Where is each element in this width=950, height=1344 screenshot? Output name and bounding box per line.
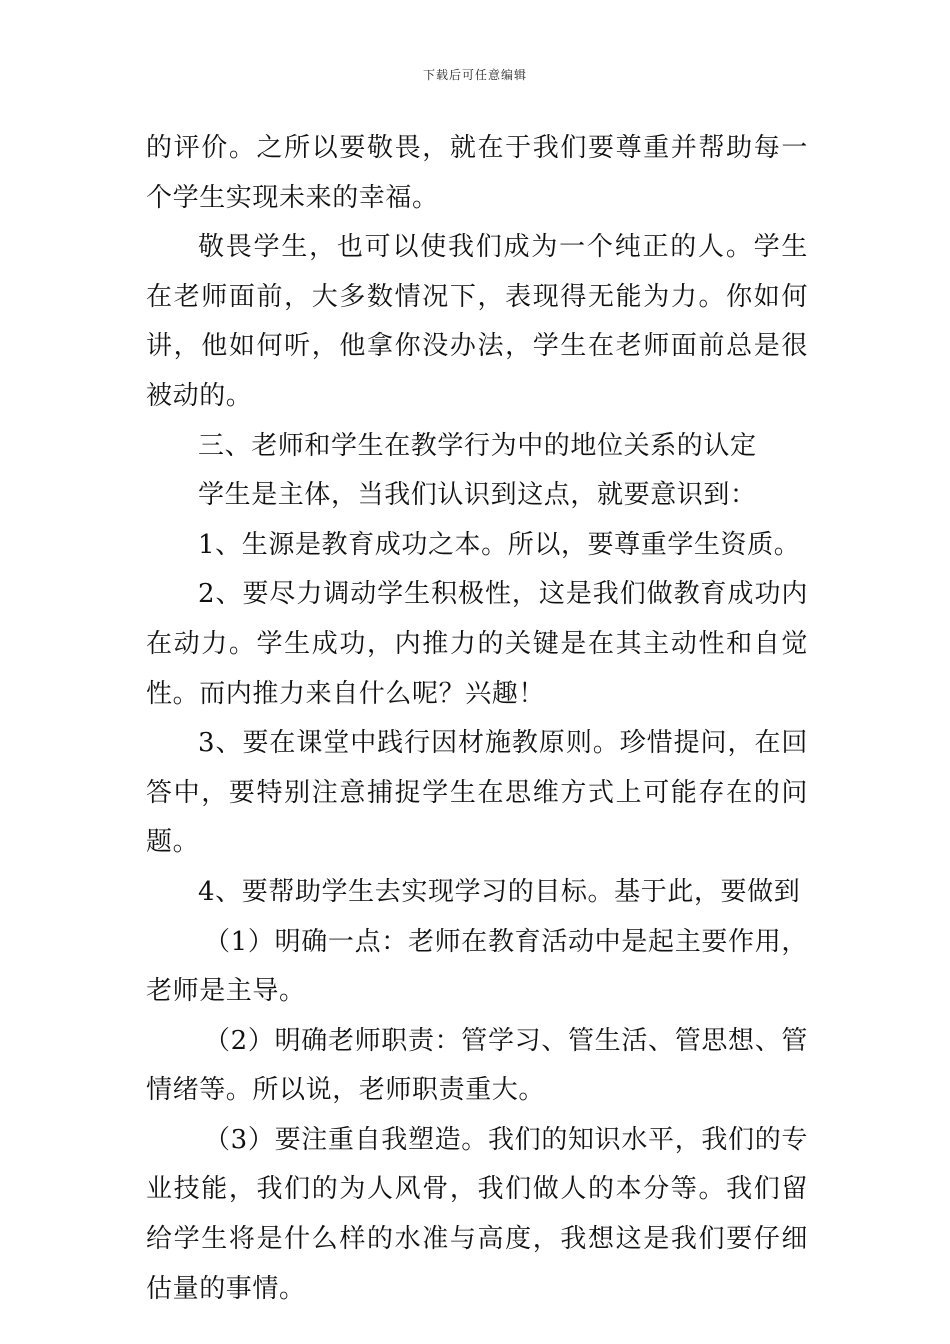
- section-heading-three: 三、老师和学生在教学行为中的地位关系的认定: [198, 430, 757, 461]
- sub-item-2: （2）明确老师职责：管学习、管生活、管思想、管情绪等。所以说，老师职责重大。: [146, 1025, 808, 1106]
- page-header-note: 下载后可任意编辑: [422, 68, 527, 82]
- document-body: [146, 124, 808, 1314]
- sub-item-3: （3）要注重自我塑造。我们的知识水平，我们的专业技能，我们的为人风骨，我们做人的本分等。我们留给学生将是什么样的水准与高度，我想这是我们要仔细估量的事情。: [146, 1124, 808, 1304]
- list-item-3: 3、要在课堂中践行因材施教原则。珍惜提问，在回答中，要特别注意捕捉学生在思维方式上可能存在的问题。: [146, 728, 808, 858]
- paragraph-students-subject: 学生是主体，当我们认识到这点，就要意识到：: [198, 480, 757, 511]
- list-item-1: 1、生源是教育成功之本。所以，要尊重学生资质。: [198, 529, 801, 560]
- list-item-2: 2、要尽力调动学生积极性，这是我们做教育成功内在动力。学生成功，内推力的关键是在其主动性和自觉性。而内推力来自什么呢？兴趣！: [146, 579, 808, 709]
- list-item-4: 4、要帮助学生去实现学习的目标。基于此，要做到: [198, 876, 801, 907]
- paragraph-respect-students: 敬畏学生，也可以使我们成为一个纯正的人。学生在老师面前，大多数情况下，表现得无能为力。你如何讲，他如何听，他拿你没办法，学生在老师面前总是很被动的。: [146, 232, 808, 411]
- sub-item-1: （1）明确一点：老师在教育活动中是起主要作用，老师是主导。: [146, 926, 808, 1007]
- paragraph-continuation: 的评价。之所以要敬畏，就在于我们要尊重并帮助每一个学生实现未来的幸福。: [146, 133, 808, 213]
